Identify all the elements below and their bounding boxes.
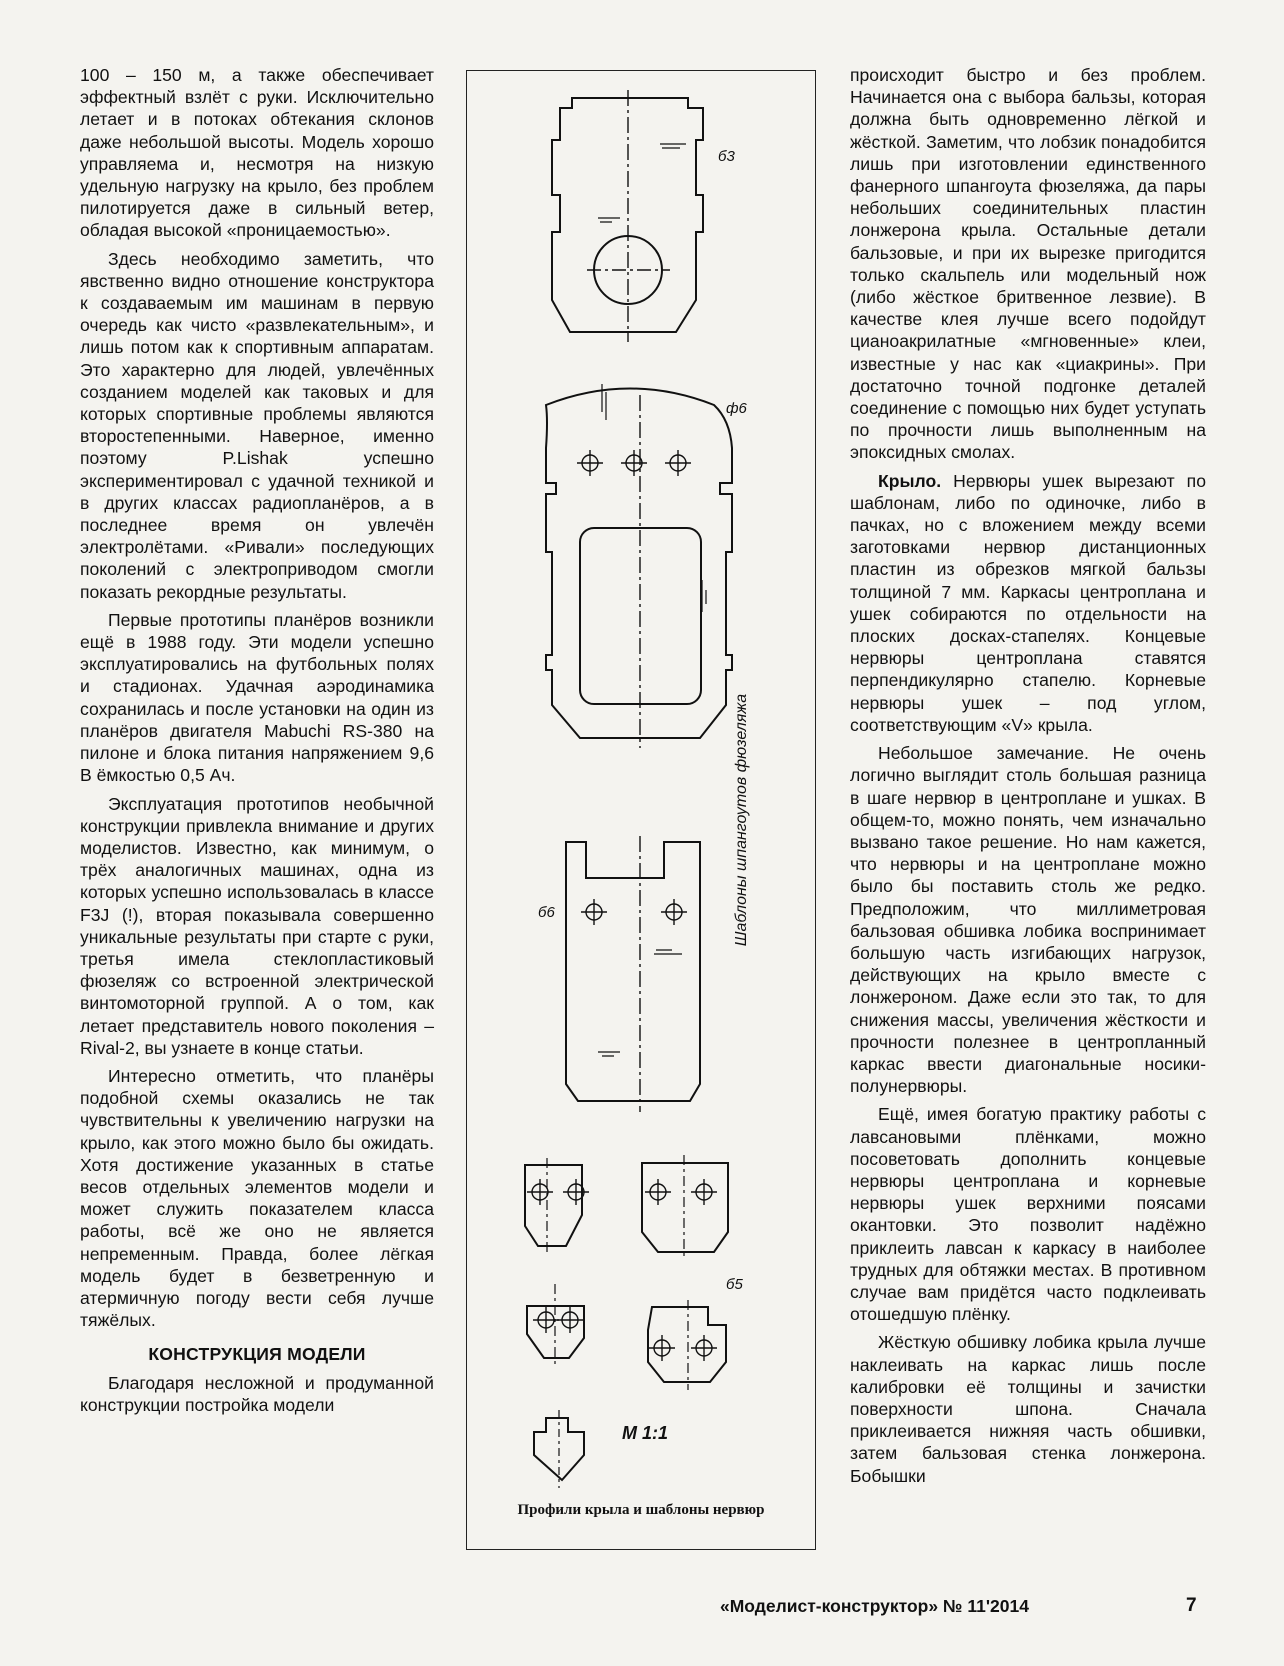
paragraph: 100 – 150 м, а также обеспечивает эффектный взлёт с руки. Исключительно летает и в потоках обтекания склонов даже небольшой высоты. Модель хорошо управляема и, несмотря на низкую удельную нагрузку на крыло, без проблем пилотируется даже в сильный ветер, обладая высокой «проницаемостью».: [80, 65, 434, 241]
label-b6: б6: [538, 904, 555, 921]
rib-template-2: [642, 1163, 728, 1252]
paragraph: происходит быстро и без проблем. Начинается она с выбора бальзы, которая должна быть одновременно лёгкой и жёсткой. Заметим, что лобзик понадобится лишь при изготовлении единственного фанерного шпангоута фюзеляжа, да пары небольших соединительных пластин лонжерона крыла. Остальные детали бальзовые, и при их вырезке пригодится только скальпель или модельный нож (либо жёсткое бритвенное лезвие). В качестве клея лучше всего подойдут цианоакрилатные «мгновенные» клеи, известные у нас как «циакрины». При достаточно точной подгонке деталей соединение с помощью них будет уступать по прочности лишь выполненным на эпоксидных смолах.: [850, 65, 1206, 463]
page-number: 7: [1186, 1595, 1197, 1616]
hole-markers: [527, 450, 717, 1361]
paragraph: Небольшое замечание. Не очень логично выглядит столь большая разница в шаге нервюр в центроплане и ушках. В общем-то, можно понять, чем изначально вызвано такое решение. Но нам кажется, что нервюры и на центроплане можно было бы поставить столь же редко. Предположим, что миллиметровая бальзовая обшивка лобика воспринимает большую часть изгибающих нагрузок, действующих на крыло вместе с лонжероном. Даже если это так, то для снижения массы, увеличения жёсткости и прочности полезнее в центропланный каркас ввести диагональные носики-полунервюры.: [850, 743, 1206, 1097]
figure-vertical-title: Шаблоны шпангоутов фюзеляжа: [733, 693, 750, 947]
right-text-column: [850, 64, 1206, 1493]
bulkhead-b3-outline: [552, 98, 703, 332]
label-b5: б5: [726, 1276, 743, 1293]
grain-marks: [598, 144, 706, 1056]
paragraph: Ещё, имея богатую практику работы с лавсановыми плёнками, можно посоветовать дополнить концевые нервюры центроплана и корневые нервюры ушек верхними поясами окантовки. Это позволит надёжно приклеить лавсан к каркасу в наиболее трудных для обтяжки местах. В противном случае вам придётся часто подклеивать отошедшую плёнку.: [850, 1104, 1206, 1325]
bulkhead-b6-outline: [566, 842, 700, 1101]
footer-journal-title: «Моделист-конструктор» № 11'2014: [720, 1596, 1029, 1616]
figure-caption: Профили крыла и шаблоны нервюр: [517, 1502, 765, 1518]
run-in-heading: Крыло.: [878, 470, 942, 491]
label-f6: ф6: [726, 400, 747, 417]
rib-template-4: [648, 1307, 726, 1382]
label-b3: б3: [718, 148, 735, 165]
paragraph-text: Нервюры ушек вырезают по шаблонам, либо по одиночке, либо в пачках, но с вложением между всеми заготовками нервюр дистанционных пластин из обрезков мягкой бальзы толщиной 7 мм. Каркасы центроплана и ушек собираются по отдельности на плоских досках-стапелях. Концевые нервюры центроплана ставятся перпендикулярно стапелю. Корневые нервюры ушек – под углом, соответствующим «V» крыла.: [850, 470, 1206, 735]
paragraph: Жёсткую обшивку лобика крыла лучше наклеивать на каркас лишь после калибровки её толщины и зачистки поверхности шпона. Сначала приклеивается нижняя часть обшивки, затем бальзовая стенка лонжерона. Бобышки: [850, 1332, 1206, 1486]
paragraph-wing: [850, 470, 1206, 736]
paragraph: Первые прототипы планёров возникли ещё в 1988 году. Эти модели успешно эксплуатировались на футбольных полях и стадионах. Удачная аэродинамика сохранилась и после установки на один из планёров двигателя Mabuchi RS-380 на пилоне и блока питания напряжением 9,6 В ёмкостью 0,5 Ач.: [80, 609, 434, 786]
former-f6-outline: [546, 389, 732, 739]
paragraph: Здесь необходимо заметить, что явственно видно отношение конструктора к создаваемым им машинам в первую очередь как чисто «развлекательным», и лишь потом как к спортивным аппаратам. Это характерно для людей, увлечённых созданием моделей как таковых и для которых спортивные проблемы являются второстепенными. Наверное, именно поэтому P.Lishak успешно экспериментировал с удачной техникой и в других классах радиопланёров, а в последнее время он увлечён электролётами. «Ривали» последующих поколений с электроприводом смогли показать рекордные результаты.: [80, 248, 434, 602]
paragraph: Интересно отметить, что планёры подобной схемы оказались не так чувствительны к увеличению нагрузки на крыло, как этого можно было бы ожидать. Хотя достижение указанных в статье весов отдельных элементов модели и может служить показателем класса работы, всё же оно не является непременным. Правда, более лёгкая модель будет в безветренную и атермичную погоду вести себя лучше тяжёлых.: [80, 1065, 434, 1331]
paragraph: Эксплуатация прототипов необычной конструкции привлекла внимание и других моделистов. Известно, как минимум, о трёх аналогичных машинах, одна из которых успешно использовалась в классе F3J (!), вторая показывала совершенно уникальные результаты при старте с руки, третья имела стеклопластиковый фюзеляж со встроенной электрической винтомоторной группой. А о том, как летает представитель нового поколения – Rival-2, вы узнаете в конце статьи.: [80, 793, 434, 1058]
section-heading: КОНСТРУКЦИЯ МОДЕЛИ: [148, 1344, 366, 1365]
paragraph: Благодаря несложной и продуманной конструкции постройка модели: [80, 1372, 434, 1415]
rib-template-1: [525, 1165, 582, 1246]
scale-label: М 1:1: [622, 1423, 669, 1443]
